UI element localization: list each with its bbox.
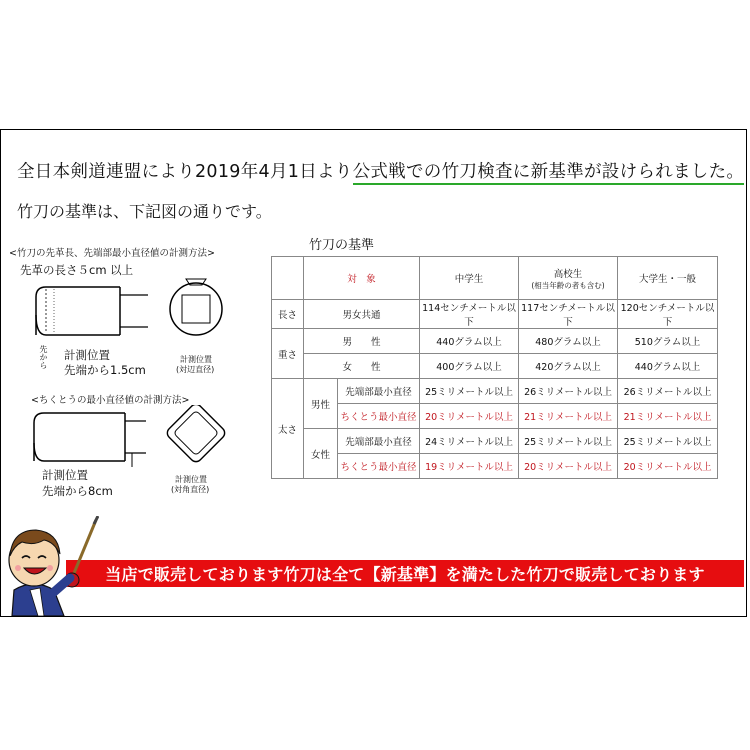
table-cell: 20ミリメートル以上 [519,454,618,479]
table-row [272,429,718,454]
diagram-top-title: <竹刀の先革長、先端部最小直径値の計測方法> [9,248,215,259]
length-target: 男女共通 [304,300,420,329]
table-cell: 114センチメートル以下 [420,300,519,329]
table-title: 竹刀の基準 [309,238,375,253]
chikuto-section-outer [165,405,227,464]
table-cell: 440グラム以上 [618,354,718,379]
table-cell: 440グラム以上 [420,329,519,354]
table-row [272,454,718,479]
header-col2-sub: (相当年齢の者も含む) [531,280,605,290]
table-cell: 25ミリメートル以上 [618,429,718,454]
table-cell: 25ミリメートル以上 [420,379,519,404]
header-col2-main: 高校生 [553,268,583,280]
diagram-top-distance-label: 先端から1.5cm [64,363,146,377]
table-cell: 120センチメートル以下 [618,300,718,329]
side-note: 先から [39,345,48,369]
chikuto-label: ちくとう最小直径 [338,454,420,479]
subline: 竹刀の基準は、下記図の通りです。 [17,202,272,221]
mascot-shinai-tip [94,516,98,524]
table-cell: 510グラム以上 [618,329,718,354]
header-col1: 中学生 [420,257,519,300]
thickness-female-label: 女性 [304,429,338,479]
header-target: 対 象 [304,257,420,300]
table-header-row [272,257,718,300]
table-cell: 26ミリメートル以上 [519,379,618,404]
section-knot [186,279,206,285]
table-cell: 480グラム以上 [519,329,618,354]
table-cell: 19ミリメートル以上 [420,454,519,479]
headline-underlined: 公式戦での竹刀検査に新基準が設けられました。 [353,162,745,185]
table-row [272,379,718,404]
weight-male-label: 男 性 [304,329,420,354]
table-cell: 420グラム以上 [519,354,618,379]
table-cell: 400グラム以上 [420,354,519,379]
header-col2 [519,257,618,300]
table-cell: 117センチメートル以下 [519,300,618,329]
diagram-bottom-measure-label: 計測位置 [42,468,88,482]
shinai-tip-diagram [20,275,250,355]
table-cell: 21ミリメートル以上 [618,404,718,429]
diagram-bottom-section-sub: (対角直径) [171,485,210,494]
mascot-cheek-left [15,565,21,571]
table-cell: 20ミリメートル以上 [420,404,519,429]
kendo-boy-mascot-illustration [4,516,99,616]
section-square [182,295,210,323]
table-row [272,329,718,354]
table-cell: 25ミリメートル以上 [519,429,618,454]
diagram-bottom-section-label: 計測位置 [175,475,207,484]
table-cell: 26ミリメートル以上 [618,379,718,404]
diagram-bottom-distance-label: 先端から8cm [42,484,113,498]
section-circle [170,283,222,335]
table-row [272,300,718,329]
mascot-shinai [72,520,96,578]
chikuto-outline-bottom [34,443,125,461]
headline-plain: 全日本剣道連盟により2019年4月1日より [17,162,353,182]
chikuto-outline-top [34,413,125,461]
diagram-top-length-label: 先革の長さ５cm 以上 [20,263,134,277]
table-cell: 24ミリメートル以上 [420,429,519,454]
row-label-thickness: 太さ [272,379,304,479]
row-label-length: 長さ [272,300,304,329]
tip-label: 先端部最小直径 [338,429,420,454]
standards-table [271,256,718,479]
table-row [272,404,718,429]
promo-banner [66,560,744,587]
tip-label: 先端部最小直径 [338,379,420,404]
thickness-male-label: 男性 [304,379,338,429]
header-col3: 大学生・一般 [618,257,718,300]
promo-banner-text: 当店で販売しております竹刀は全て【新基準】を満たした竹刀で販売しております [105,565,705,584]
diagram-bottom-title: <ちくとうの最小直径値の計測方法> [31,395,190,406]
diagram-top-measure-label: 計測位置 [64,348,110,362]
table-row [272,354,718,379]
table-cell: 21ミリメートル以上 [519,404,618,429]
mascot-cheek-right [47,565,53,571]
tip-outline-top [36,287,120,335]
tip-outline-bottom [36,315,120,335]
chikuto-label: ちくとう最小直径 [338,404,420,429]
table-cell: 20ミリメートル以上 [618,454,718,479]
diagram-top-section-sub: (対辺直径) [176,365,215,374]
diagram-top-section-label: 計測位置 [180,355,212,364]
row-label-weight: 重さ [272,329,304,379]
headline [17,158,744,183]
weight-female-label: 女 性 [304,354,420,379]
mascot-arm [54,578,70,592]
